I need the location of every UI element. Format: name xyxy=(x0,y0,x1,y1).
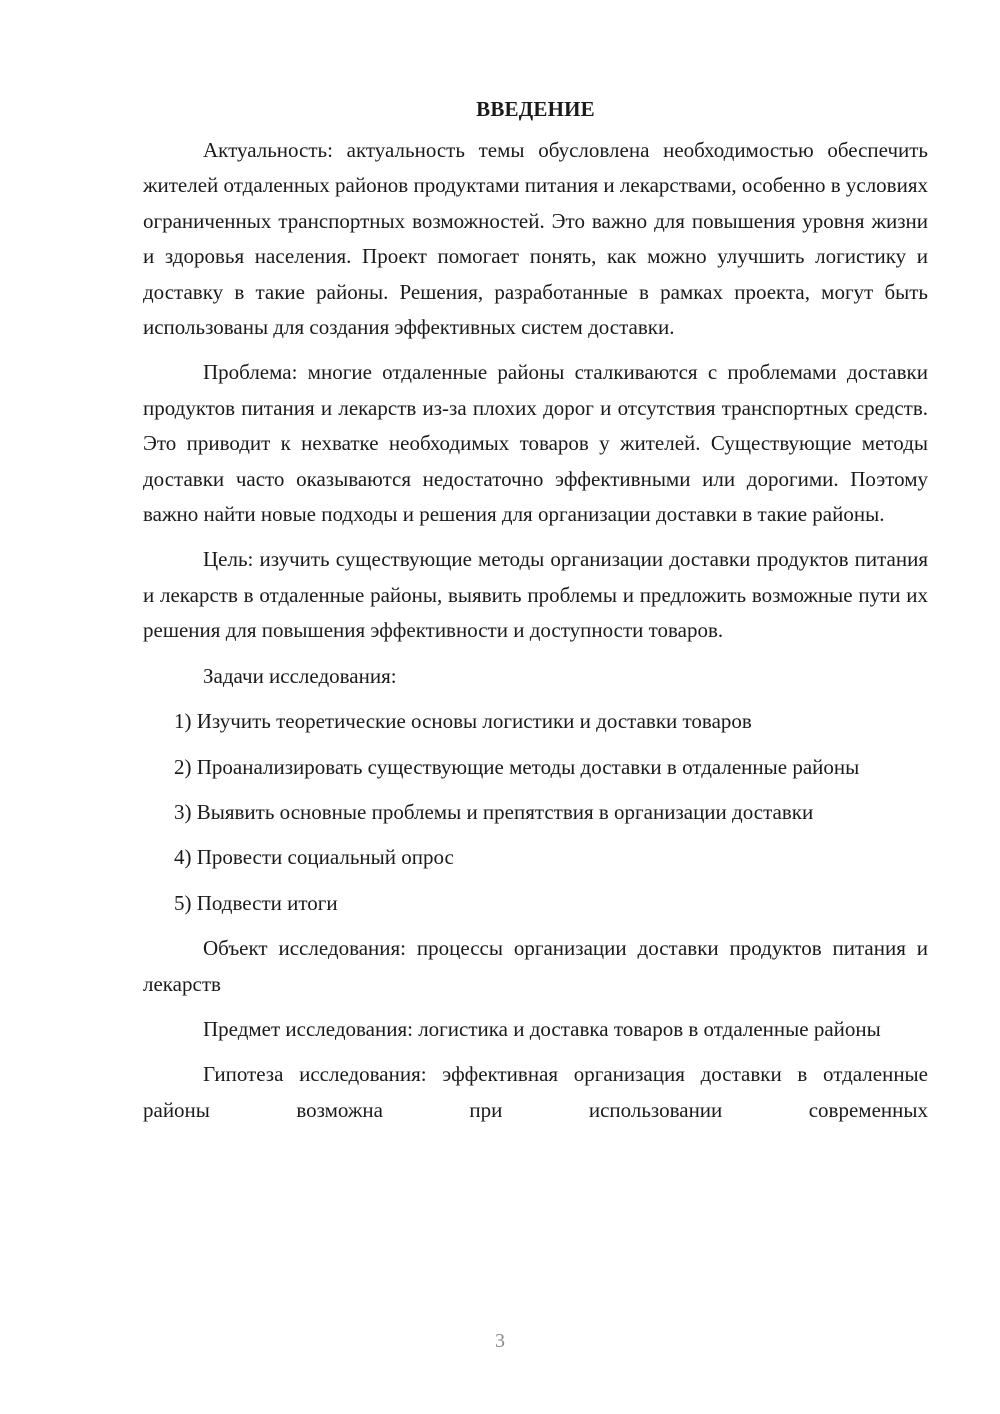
subject-paragraph: Предмет исследования: логистика и доставка товаров в отдаленные районы xyxy=(203,1016,881,1041)
task-item-1: 1) Изучить теоретические основы логистики и доставки товаров xyxy=(174,709,752,734)
hypothesis-paragraph: Гипотеза исследования: эффективная организация доставки в отдаленные районы возможна при использовании современных xyxy=(143,1062,928,1122)
task-item-2: 2) Проанализировать существующие методы доставки в отдаленные районы xyxy=(174,754,860,779)
document-page xyxy=(143,92,928,1138)
tasks-heading: Задачи исследования: xyxy=(203,663,397,688)
problem-paragraph: Проблема: многие отдаленные районы сталкиваются с проблемами доставки продуктов питания и лекарств из-за плохих дорог и отсутствия транспортных средств. Это приводит к нехватке необходимых товаров у жителей. Существующие методы доставки часто оказываются недостаточно эффективными или дорогими. Поэтому важно найти новые подходы и решения для организации доставки в такие районы. xyxy=(143,360,928,527)
page-title: ВВЕДЕНИЕ xyxy=(476,97,595,121)
task-item-3: 3) Выявить основные проблемы и препятствия в организации доставки xyxy=(174,799,814,824)
relevance-paragraph: Актуальность: актуальность темы обусловлена необходимостью обеспечить жителей отдаленных районов продуктами питания и лекарствами, особенно в условиях ограниченных транспортных возможностей. Это важно для повышения уровня жизни и здоровья населения. Проект помогает понять, как можно улучшить логистику и доставку в такие районы. Решения, разработанные в рамках проекта, могут быть использованы для создания эффективных систем доставки. xyxy=(143,138,928,340)
object-paragraph: Объект исследования: процессы организации доставки продуктов питания и лекарств xyxy=(143,936,928,996)
goal-paragraph: Цель: изучить существующие методы организации доставки продуктов питания и лекарств в отдаленные районы, выявить проблемы и предложить возможные пути их решения для повышения эффективности и доступности товаров. xyxy=(143,547,928,643)
task-item-4: 4) Провести социальный опрос xyxy=(174,845,454,870)
page-number: 3 xyxy=(495,1330,505,1352)
task-item-5: 5) Подвести итоги xyxy=(174,890,338,915)
